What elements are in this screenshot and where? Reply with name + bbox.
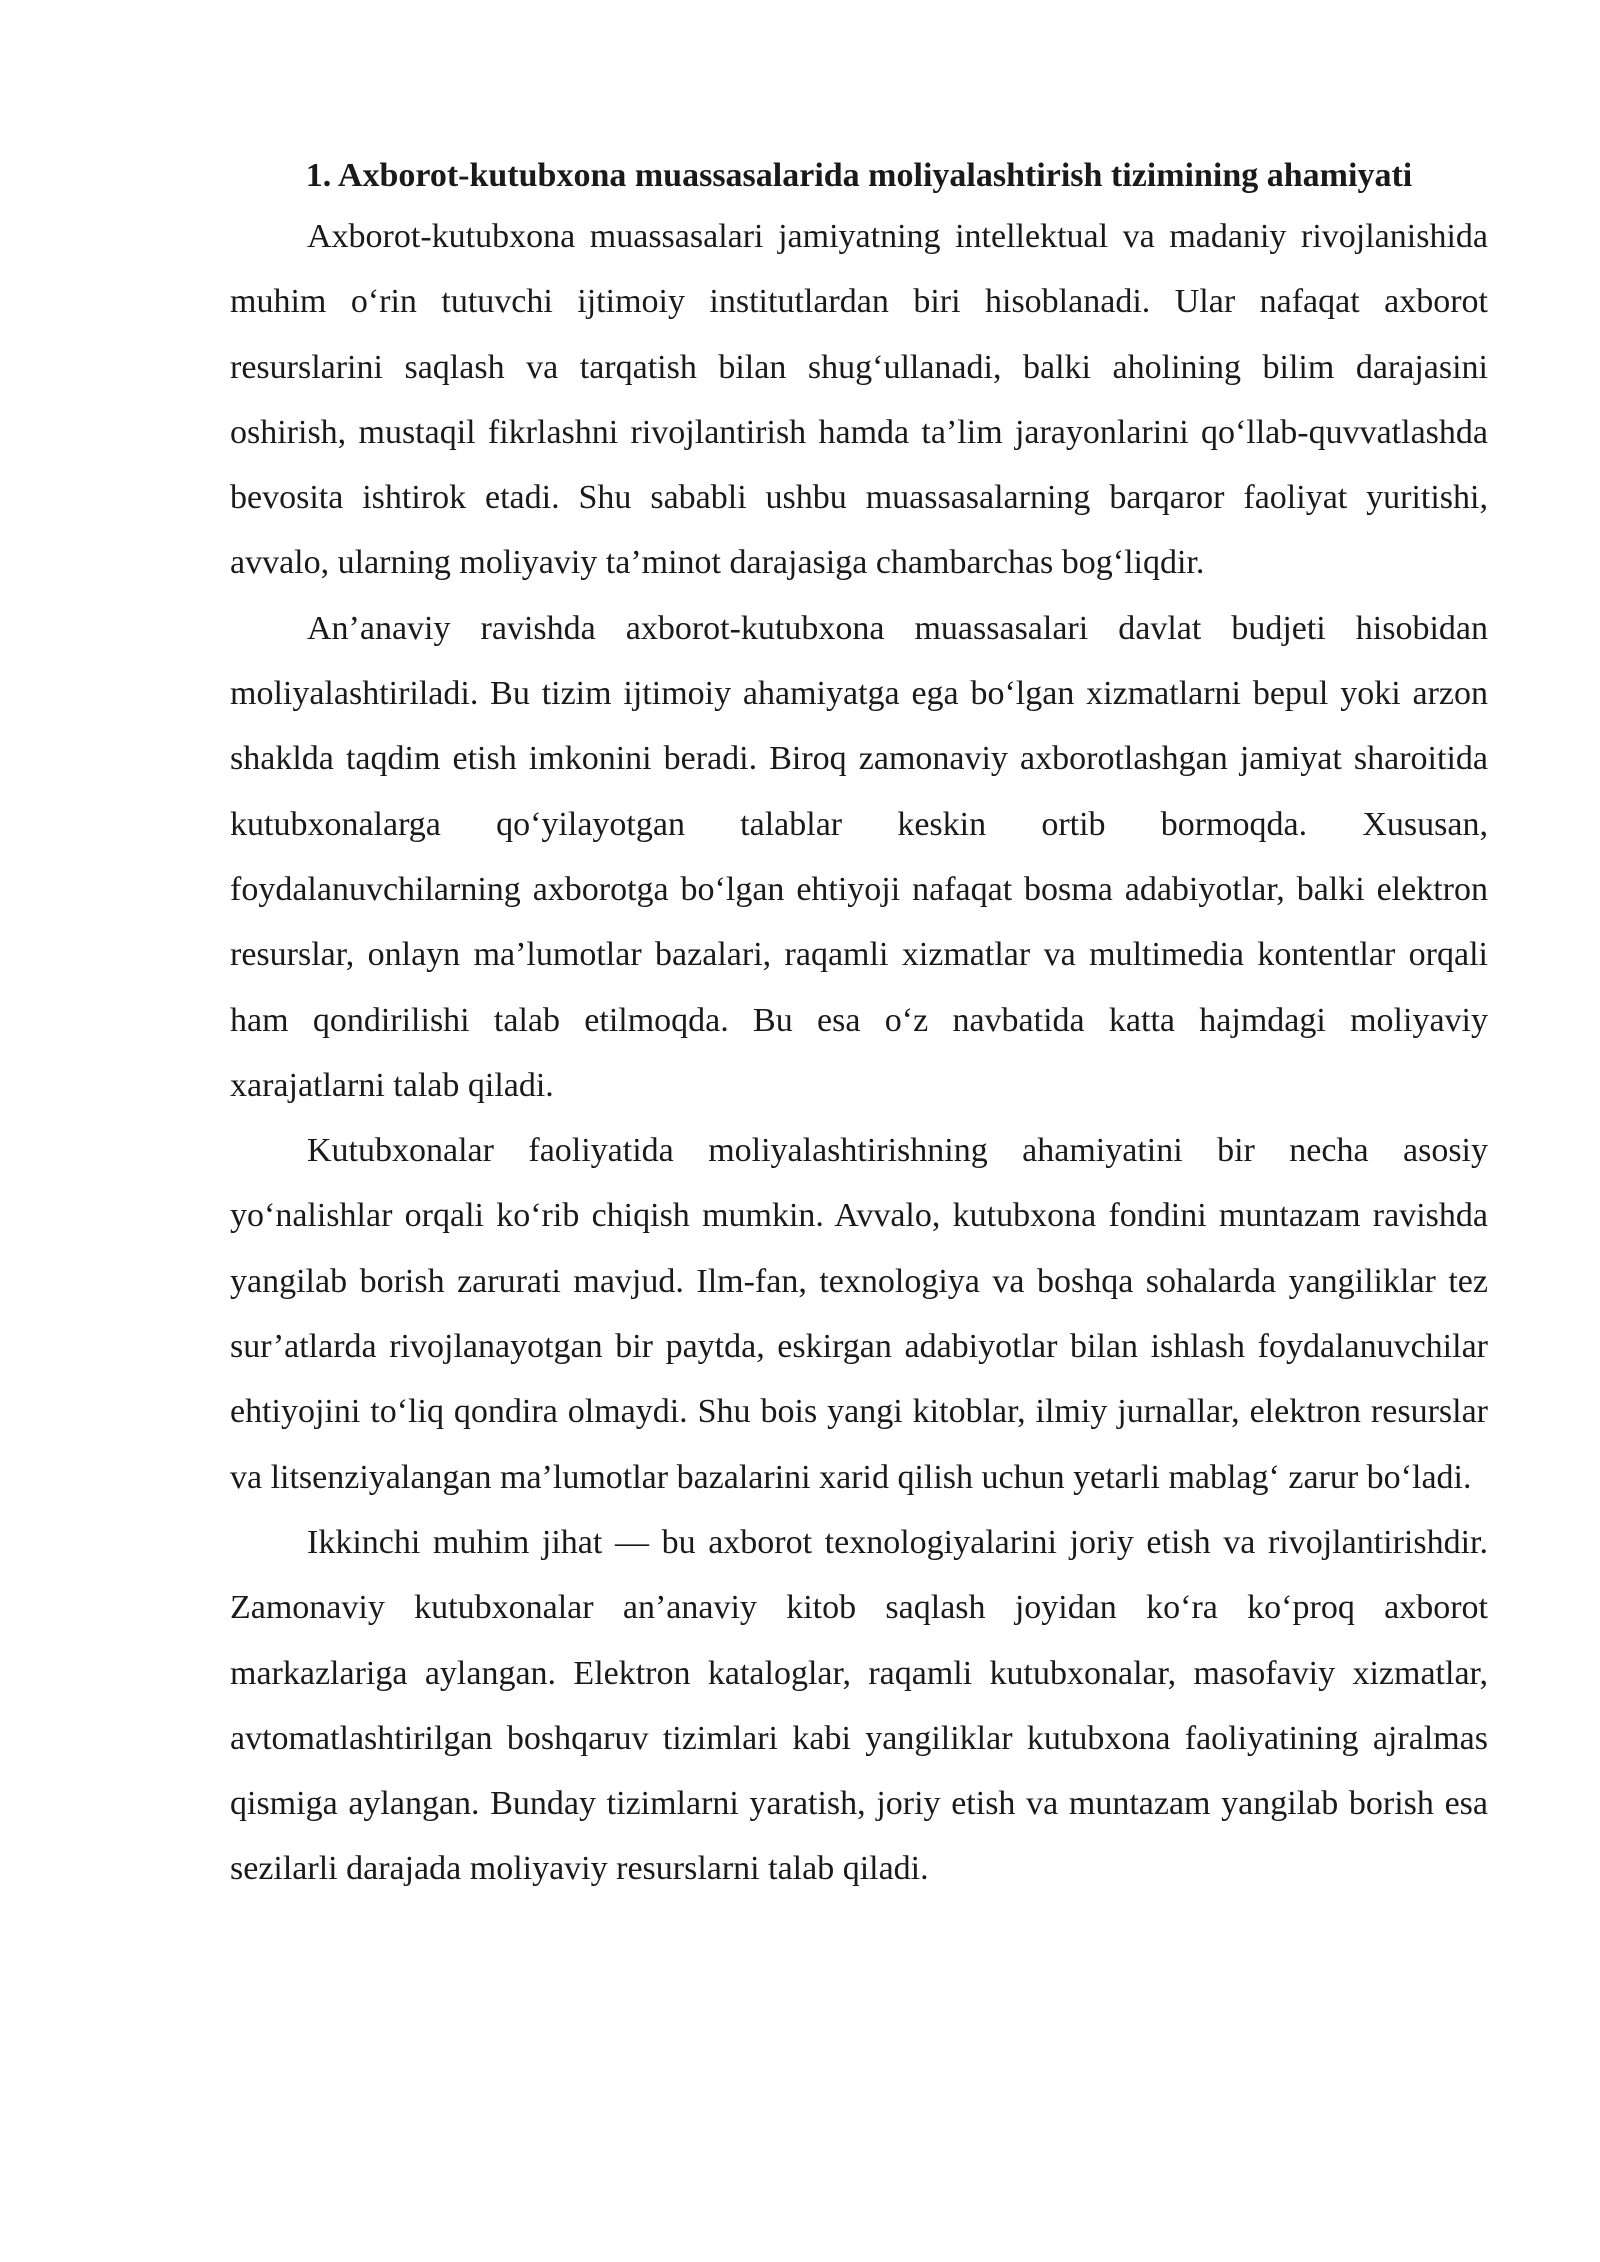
section-title: 1. Axborot-kutubxona muassasalarida moliyalashtirish tizimining ahamiyati [305,157,1413,194]
document-page [230,150,1488,1902]
paragraph-2: An’anaviy ravishda axborot-kutubxona muassasalari davlat budjeti hisobidan moliyalashtiriladi. Bu tizim ijtimoiy ahamiyatga ega bo‘lgan xizmatlarni bepul yoki arzon shaklda taqdim etish imkonini beradi. Biroq zamonaviy axborotlashgan jamiyat sharoitida kutubxonalarga qo‘yilayotgan talablar keskin ortib bormoqda. Xususan, foydalanuvchilarning axborotga bo‘lgan ehtiyoji nafaqat bosma adabiyotlar, balki elektron resurslar, onlayn ma’lumotlar bazalari, raqamli xizmatlar va multimedia kontentlar orqali ham qondirilishi talab etilmoqda. Bu esa o‘z navbatida katta hajmdagi moliyaviy xarajatlarni talab qiladi. [230,609,1488,1104]
paragraph-1: Axborot-kutubxona muassasalari jamiyatning intellektual va madaniy rivojlanishida muhim o‘rin tutuvchi ijtimoiy institutlardan biri hisoblanadi. Ular nafaqat axborot resurslarini saqlash va tarqatish bilan shug‘ullanadi, balki aholining bilim darajasini oshirish, mustaqil fikrlashni rivojlantirish hamda ta’lim jarayonlarini qo‘llab-quvvatlashda bevosita ishtirok etadi. Shu sababli ushbu muassasalarning barqaror faoliyat yuritishi, avvalo, ularning moliyaviy ta’minot darajasiga chambarchas bog‘liqdir. [230,218,1488,582]
paragraph-3: Kutubxonalar faoliyatida moliyalashtirishning ahamiyatini bir necha asosiy yo‘nalishlar orqali ko‘rib chiqish mumkin. Avvalo, kutubxona fondini muntazam ravishda yangilab borish zarurati mavjud. Ilm-fan, texnologiya va boshqa sohalarda yangiliklar tez sur’atlarda rivojlanayotgan bir paytda, eskirgan adabiyotlar bilan ishlash foydalanuvchilar ehtiyojini to‘liq qondira olmaydi. Shu bois yangi kitoblar, ilmiy jurnallar, elektron resurslar va litsenziyalangan ma’lumotlar bazalarini xarid qilish uchun yetarli mablag‘ zarur bo‘ladi. [230,1132,1488,1496]
paragraph-4: Ikkinchi muhim jihat — bu axborot texnologiyalarini joriy etish va rivojlantirishdir. Zamonaviy kutubxonalar an’anaviy kitob saqlash joyidan ko‘ra ko‘proq axborot markazlariga aylangan. Elektron kataloglar, raqamli kutubxonalar, masofaviy xizmatlar, avtomatlashtirilgan boshqaruv tizimlari kabi yangiliklar kutubxona faoliyatining ajralmas qismiga aylangan. Bunday tizimlarni yaratish, joriy etish va muntazam yangilab borish esa sezilarli darajada moliyaviy resurslarni talab qiladi. [230,1523,1488,1888]
